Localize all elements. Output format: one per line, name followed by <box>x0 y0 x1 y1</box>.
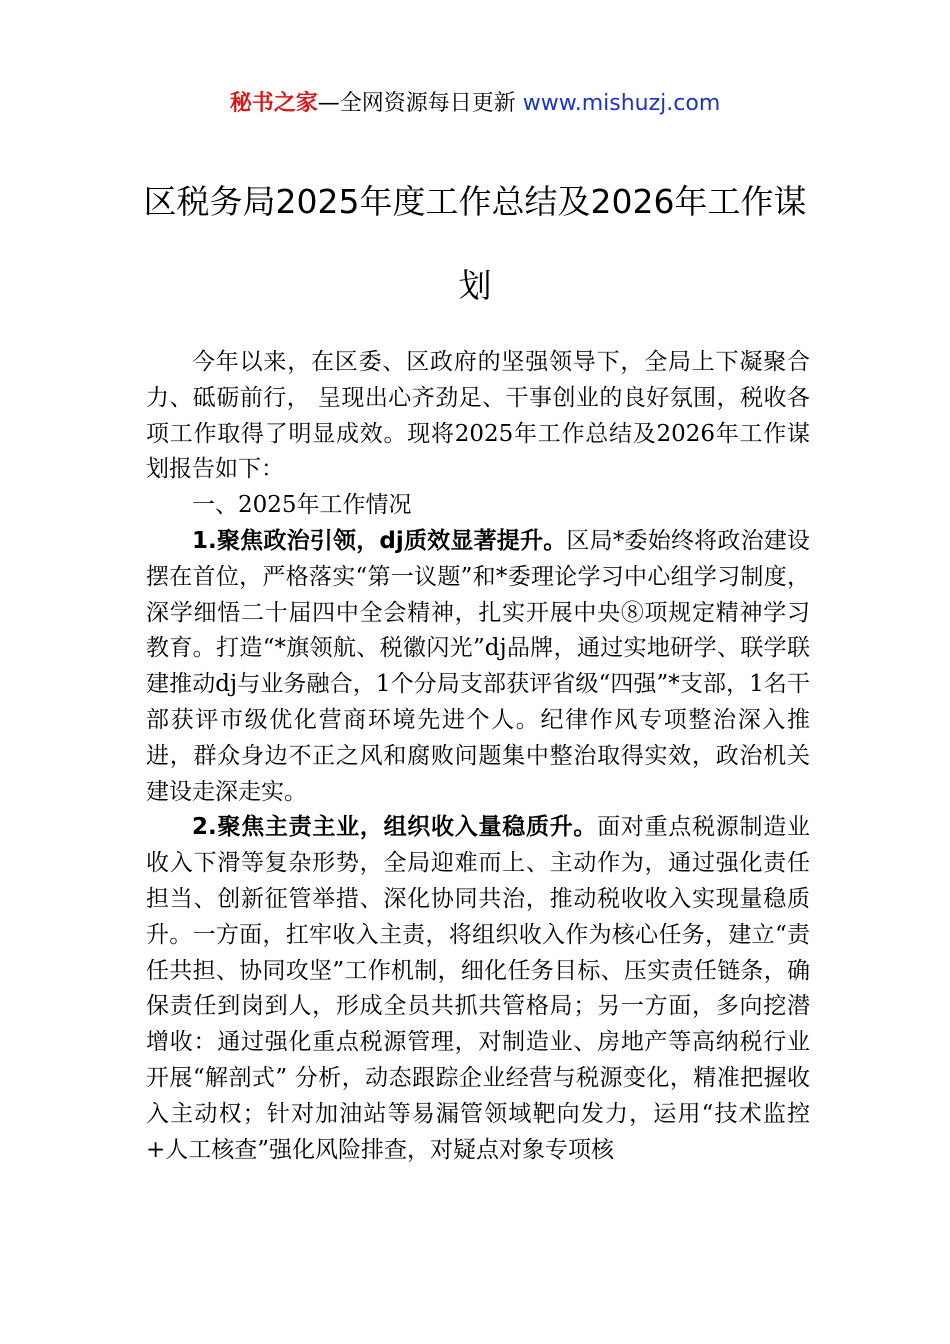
header-slogan: —全网资源每日更新 <box>317 91 523 116</box>
item-1-body: 区局*委始终将政治建设摆在首位，严格落实“第一议题”和*委理论学习中心组学习制度，深学细悟二十届四中全会精神，扎实开展中央⑧项规定精神学习教育。打造“*旗领航、税徽闪光”dj品牌，通过实地研学、联学联建推动dj与业务融合，1个分局支部获评省级“四强”*支部，1名干部获评市级优化营商环境先进个人。纪律作风专项整治深入推进，群众身边不正之风和腐败问题集中整治取得实效，政治机关建设走深走实。 <box>146 527 811 805</box>
item-2-body: 面对重点税源制造业收入下滑等复杂形势，全局迎难而上、主动作为，通过强化责任担当、创新征管举措、深化协同共治，推动税收收入实现量稳质升。一方面，扛牢收入主责，将组织收入作为核心任务，建立“责任共担、协同攻坚”工作机制，细化任务目标、压实责任链条，确保责任到岗到人，形成全员共抓共管格局；另一方面，多向挖潜增收：通过强化重点税源管理，对制造业、房地产等高纳税行业开展“解剖式” 分析，动态跟踪企业经营与税源变化，精准把握收入主动权；针对加油站等易漏管领域靶向发力，运用“技术监控+人工核查”强化风险排查，对疑点对象专项核 <box>146 814 810 1163</box>
item-2-paragraph <box>146 810 810 1168</box>
item-1-paragraph <box>146 524 810 810</box>
document-title: 区税务局2025年度工作总结及2026年工作谋划 <box>143 182 807 305</box>
section-heading-1: 一、2025年工作情况 <box>192 492 412 519</box>
intro-paragraph: 今年以来，在区委、区政府的坚强领导下，全局上下凝聚合力、砥砺前行， 呈现出心齐劲足、干事创业的良好氛围，税收各项工作取得了明显成效。现将2025年工作总结及2026年工作谋划报告如下： <box>146 349 810 483</box>
brand-name: 秘书之家 <box>229 91 318 116</box>
item-2-lead: 2.聚焦主责主业，组织收入量稳质升。 <box>192 814 598 841</box>
item-1-lead: 1.聚焦政治引领，dj质效显著提升。 <box>192 527 567 554</box>
site-header <box>0 88 950 120</box>
document-body <box>146 345 810 1168</box>
site-url-link[interactable]: www.mishuzj.com <box>522 91 721 116</box>
